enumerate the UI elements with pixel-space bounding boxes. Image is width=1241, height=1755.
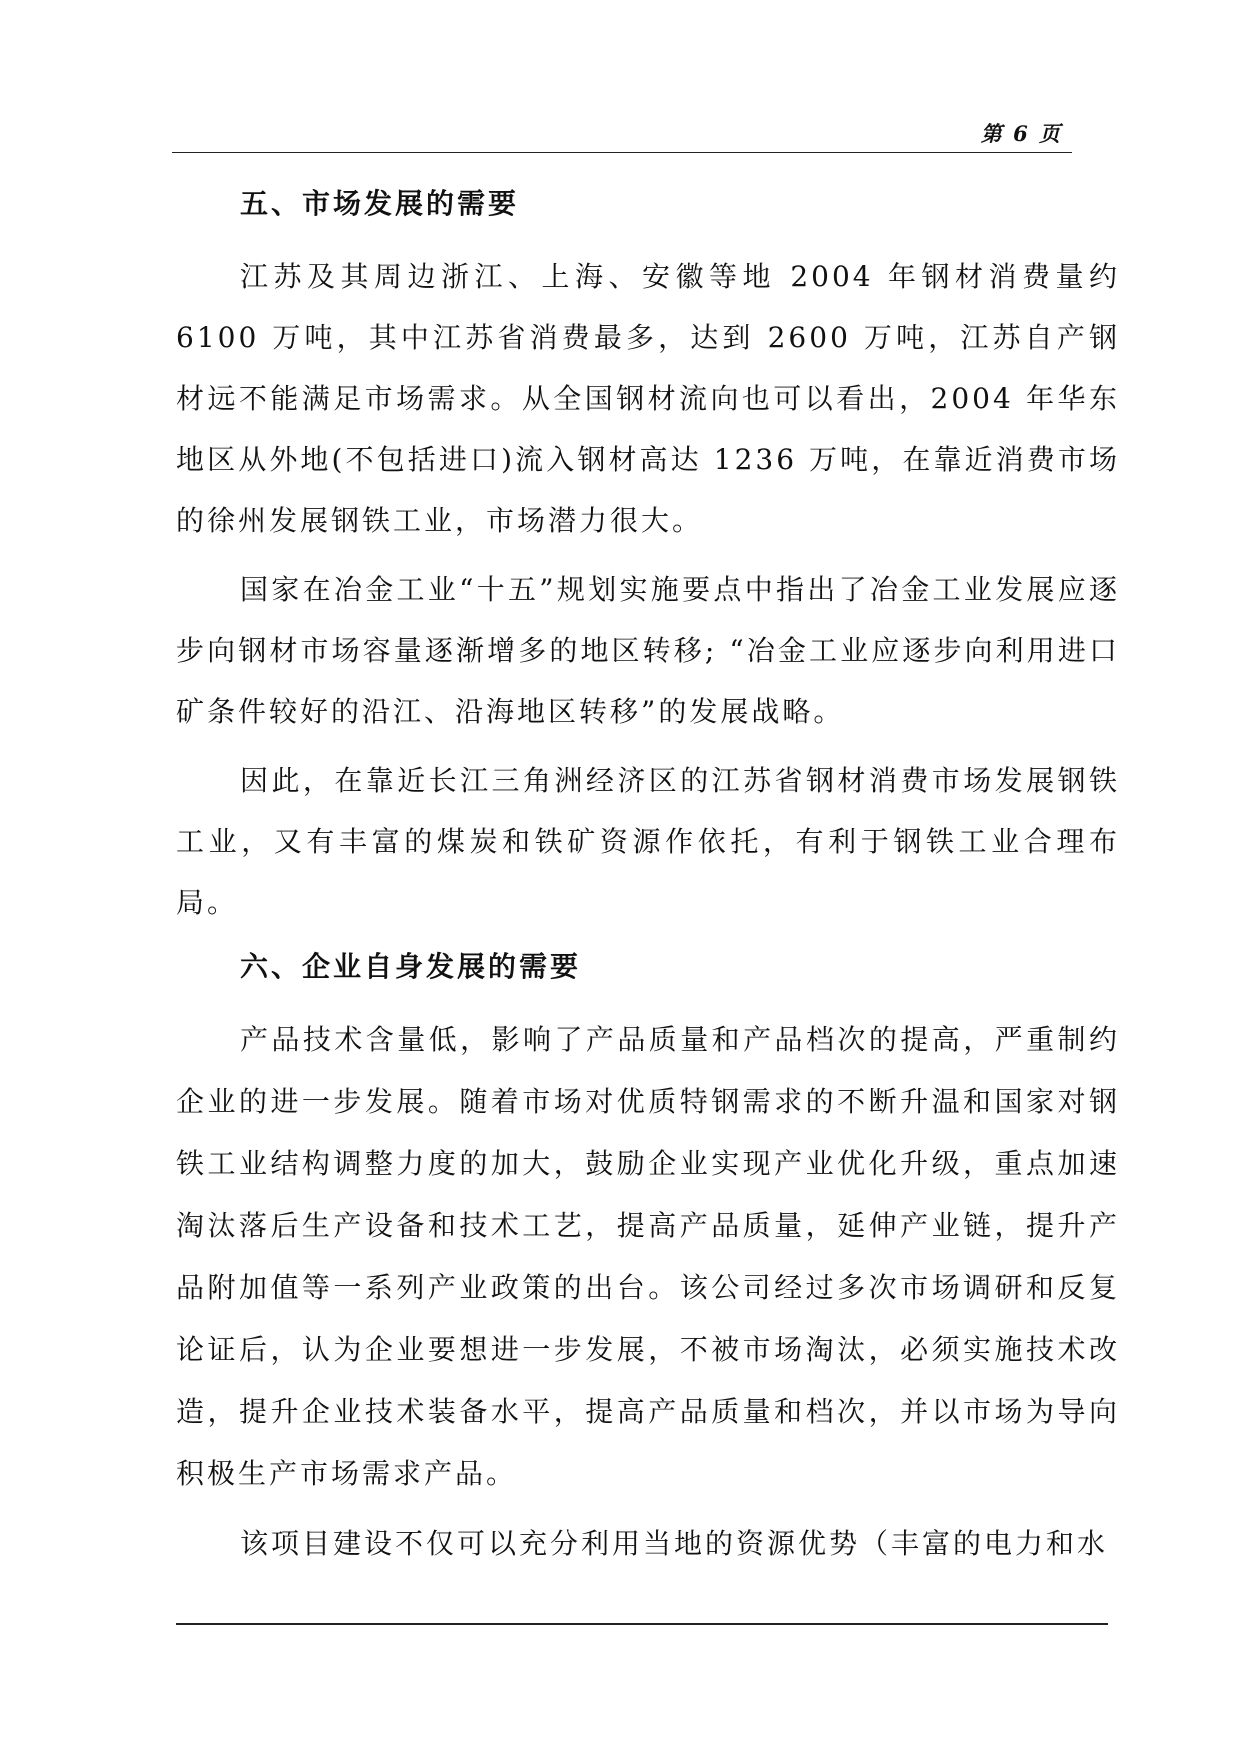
- paragraph: 江苏及其周边浙江、上海、安徽等地 2004 年钢材消费量约 6100 万吨，其中江苏省消费最多，达到 2600 万吨，江苏自产钢材远不能满足市场需求。从全国钢材流向也可以看出，2004 年华东地区从外地(不包括进口)流入钢材高达 1236 万吨，在靠近消费市场的徐州发展钢铁工业，市场潜力很大。: [176, 260, 1120, 537]
- document-body: [176, 178, 1120, 1583]
- footer-divider: [176, 1623, 1108, 1625]
- page-header: [172, 108, 1072, 153]
- section-heading: 五、市场发展的需要: [240, 187, 520, 220]
- paragraph: 国家在冶金工业“十五”规划实施要点中指出了冶金工业发展应逐步向钢材市场容量逐渐增多的地区转移; “冶金工业应逐步向利用进口矿条件较好的沿江、沿海地区转移”的发展战略。: [176, 573, 1120, 728]
- section-market-development: [176, 178, 1120, 933]
- section-heading: 六、企业自身发展的需要: [240, 950, 582, 983]
- paragraph: 该项目建设不仅可以充分利用当地的资源优势（丰富的电力和水: [240, 1527, 1109, 1560]
- page-number: 第 6 页: [980, 121, 1062, 146]
- section-enterprise-development: [176, 941, 1120, 1575]
- paragraph: 因此，在靠近长江三角洲经济区的江苏省钢材消费市场发展钢铁工业，又有丰富的煤炭和铁矿资源作依托，有利于钢铁工业合理布局。: [176, 764, 1120, 919]
- paragraph: 产品技术含量低，影响了产品质量和产品档次的提高，严重制约企业的进一步发展。随着市场对优质特钢需求的不断升温和国家对钢铁工业结构调整力度的加大，鼓励企业实现产业优化升级，重点加速淘汰落后生产设备和技术工艺，提高产品质量，延伸产业链，提升产品附加值等一系列产业政策的出台。该公司经过多次市场调研和反复论证后，认为企业要想进一步发展，不被市场淘汰，必须实施技术改造，提升企业技术装备水平，提高产品质量和档次，并以市场为导向积极生产市场需求产品。: [176, 1023, 1120, 1490]
